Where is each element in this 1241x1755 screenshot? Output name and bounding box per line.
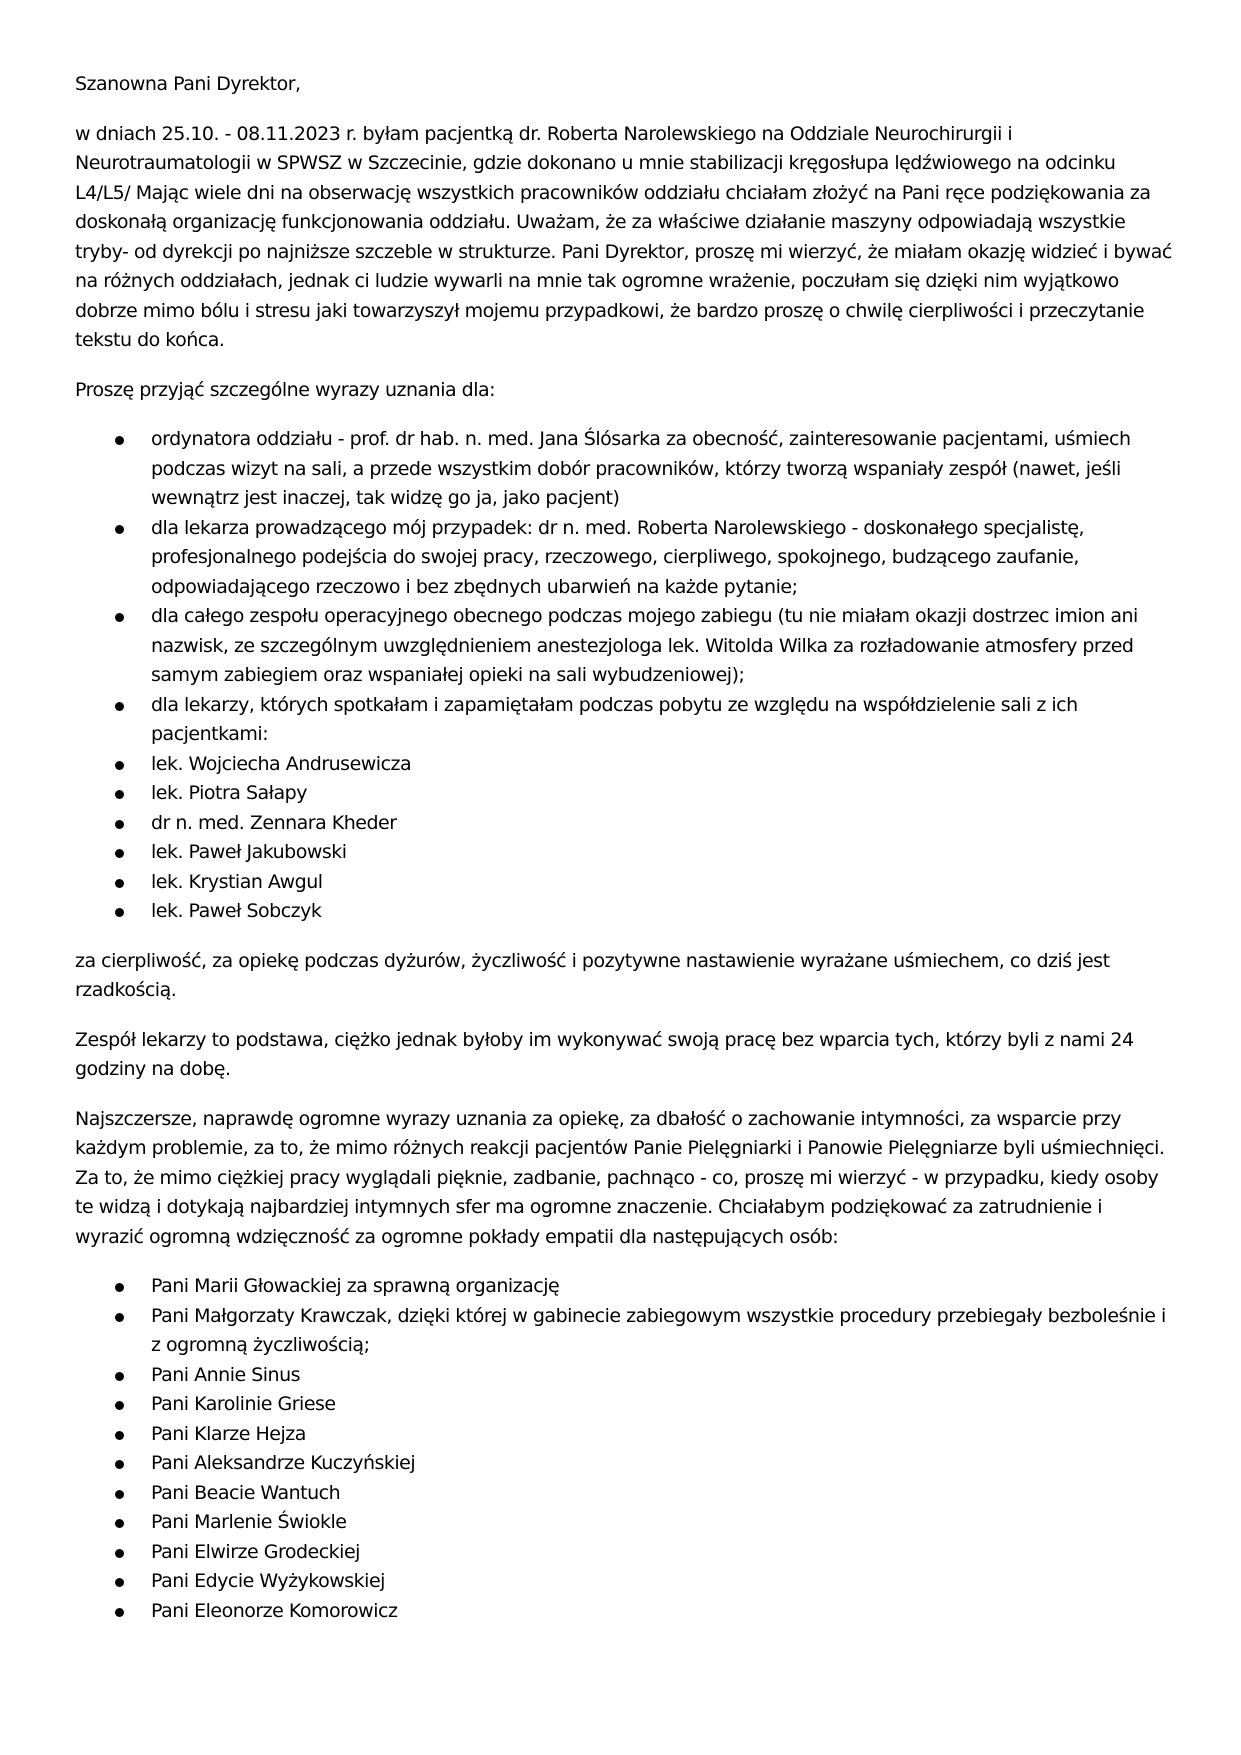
- bullet-icon: [115, 1578, 124, 1587]
- bullet-icon: [115, 1283, 124, 1292]
- list-item: [75, 1567, 1175, 1597]
- bullet-icon: [115, 1608, 124, 1617]
- list-item-text: Pani Małgorzaty Krawczak, dzięki której w gabinecie zabiegowym wszystkie procedury przebiegały bezboleśnie i z ogromną życzliwością;: [151, 1304, 1166, 1356]
- nurses-list: [75, 1272, 1175, 1626]
- list-item: [75, 1449, 1175, 1479]
- list-item: [75, 602, 1175, 691]
- bullet-icon: [115, 436, 124, 445]
- list-item: [75, 1361, 1175, 1391]
- list-item-text: lek. Paweł Jakubowski: [151, 841, 347, 863]
- bullet-icon: [115, 1401, 124, 1410]
- list-item-text: Pani Aleksandrze Kuczyńskiej: [151, 1452, 416, 1474]
- doctors-list: [75, 425, 1175, 927]
- list-item: [75, 750, 1175, 780]
- bullet-icon: [115, 1519, 124, 1528]
- bullet-icon: [115, 908, 124, 917]
- list-item-text: Pani Eleonorze Komorowicz: [151, 1599, 398, 1622]
- list-item: [75, 1479, 1175, 1509]
- letter-body: [75, 70, 1175, 1646]
- list-item: [75, 425, 1175, 514]
- list-item: [75, 779, 1175, 809]
- list-item: [75, 1508, 1175, 1538]
- bullet-icon: [115, 849, 124, 858]
- list-item: [75, 1597, 1175, 1627]
- list-item-text: Pani Elwirze Grodeckiej: [151, 1540, 360, 1563]
- list-item-text: Pani Annie Sinus: [151, 1363, 301, 1386]
- list-item: [75, 809, 1175, 839]
- list-item-text: dla lekarza prowadzącego mój przypadek: dr n. med. Roberta Narolewskiego - doskonałego specjalistę, profesjonalnego podejścia do swojej pracy, rzeczowego, cierpliwego, spokojnego, budzącego zaufanie, odpowiadającego rzeczowo i bez zbędnych ubarwień na każde pytanie;: [151, 516, 1085, 598]
- list-item-text: dr n. med. Zennara Kheder: [151, 811, 397, 834]
- bullet-icon: [115, 1313, 124, 1322]
- bullet-icon: [115, 525, 124, 534]
- bullet-icon: [115, 702, 124, 711]
- list-item: [75, 1272, 1175, 1302]
- bullet-icon: [115, 820, 124, 829]
- bullet-icon: [115, 1490, 124, 1499]
- list-item: [75, 691, 1175, 750]
- list-item: [75, 838, 1175, 868]
- list-item-text: ordynatora oddziału - prof. dr hab. n. med. Jana Ślósarka za obecność, zainteresowanie pacjentami, uśmiech podczas wizyt na sali, a przede wszystkim dobór pracowników, którzy tworzą wspaniały zespół (nawet, jeśli wewnątrz jest inaczej, tak widzę go ja, jako pacjent): [151, 428, 1131, 509]
- team-note-paragraph: Zespół lekarzy to podstawa, ciężko jednak byłoby im wykonywać swoją pracę bez wparcia tych, którzy byli z nami 24 godziny na dobę.: [75, 1028, 1134, 1080]
- bullet-icon: [115, 790, 124, 799]
- list-item: [75, 868, 1175, 898]
- bullet-icon: [115, 1460, 124, 1469]
- list-item-text: dla lekarzy, których spotkałam i zapamiętałam podczas pobytu ze względu na współdzielenie sali z ich pacjentkami:: [151, 693, 1078, 745]
- greeting: Szanowna Pani Dyrektor,: [75, 73, 301, 95]
- list-item: [75, 1390, 1175, 1420]
- list-item-text: dla całego zespołu operacyjnego obecnego podczas mojego zabiegu (tu nie miałam okazji dostrzec imion ani nazwisk, ze szczególnym uwzględnieniem anestezjologa lek. Witolda Wilka za rozładowanie atmosfery przed samym zabiegiem oraz wspaniałej opieki na sali wybudzeniowej);: [151, 605, 1138, 686]
- list-item-text: Pani Marlenie Świokle: [151, 1511, 347, 1533]
- list-item-text: Pani Marii Głowackiej za sprawną organizację: [151, 1275, 560, 1297]
- list-item: [75, 897, 1175, 927]
- list-item: [75, 1302, 1175, 1361]
- bullet-icon: [115, 1549, 124, 1558]
- doctors-lead: Proszę przyjąć szczególne wyrazy uznania dla:: [75, 378, 496, 401]
- bullet-icon: [115, 613, 124, 622]
- nurses-lead-paragraph: Najszczersze, naprawdę ogromne wyrazy uznania za opiekę, za dbałość o zachowanie intymności, za wsparcie przy każdym problemie, za to, że mimo różnych reakcji pacjentów Panie Pielęgniarki i Panowie Pielęgniarze byli uśmiechnięci. Za to, że mimo ciężkiej pracy wyglądali pięknie, zadbanie, pachnąco - co, proszę mi wierzyć - w przypadku, kiedy osoby te widzą i dotykają najbardziej intymnych sfer ma ogromne znaczenie. Chciałabym podziękować za zatrudnienie i wyrazić ogromną wdzięczność za ogromne pokłady empatii dla następujących osób:: [75, 1107, 1165, 1248]
- list-item-text: lek. Krystian Awgul: [151, 870, 323, 893]
- list-item: [75, 1538, 1175, 1568]
- list-item: [75, 1420, 1175, 1450]
- list-item-text: Pani Klarze Hejza: [151, 1422, 306, 1445]
- list-item-text: lek. Piotra Sałapy: [151, 782, 307, 804]
- after-doctors-paragraph: za cierpliwość, za opiekę podczas dyżurów, życzliwość i pozytywne nastawienie wyrażane uśmiechem, co dziś jest rzadkością.: [75, 949, 1110, 1001]
- list-item-text: Pani Beacie Wantuch: [151, 1481, 341, 1504]
- bullet-icon: [115, 1372, 124, 1381]
- list-item-text: lek. Wojciecha Andrusewicza: [151, 752, 412, 775]
- intro-paragraph: w dniach 25.10. - 08.11.2023 r. byłam pacjentką dr. Roberta Narolewskiego na Oddziale Neurochirurgii i Neurotraumatologii w SPWSZ w Szczecinie, gdzie dokonano u mnie stabilizacji kręgosłupa lędźwiowego na odcinku L4/L5/ Mając wiele dni na obserwację wszystkich pracowników oddziału chciałam złożyć na Pani ręce podziękowania za doskonałą organizację funkcjonowania oddziału. Uważam, że za właściwe działanie maszyny odpowiadają wszystkie tryby- od dyrekcji po najniższe szczeble w strukturze. Pani Dyrektor, proszę mi wierzyć, że miałam okazję widzieć i bywać na różnych oddziałach, jednak ci ludzie wywarli na mnie tak ogromne wrażenie, poczułam się dzięki nim wyjątkowo dobrze mimo bólu i stresu jaki towarzyszył mojemu przypadkowi, że bardzo proszę o chwilę cierpliwości i przeczytanie tekstu do końca.: [75, 122, 1172, 351]
- bullet-icon: [115, 879, 124, 888]
- list-item-text: lek. Paweł Sobczyk: [151, 900, 322, 922]
- bullet-icon: [115, 761, 124, 770]
- bullet-icon: [115, 1431, 124, 1440]
- list-item-text: Pani Edycie Wyżykowskiej: [151, 1570, 385, 1592]
- list-item: [75, 514, 1175, 603]
- list-item-text: Pani Karolinie Griese: [151, 1393, 336, 1415]
